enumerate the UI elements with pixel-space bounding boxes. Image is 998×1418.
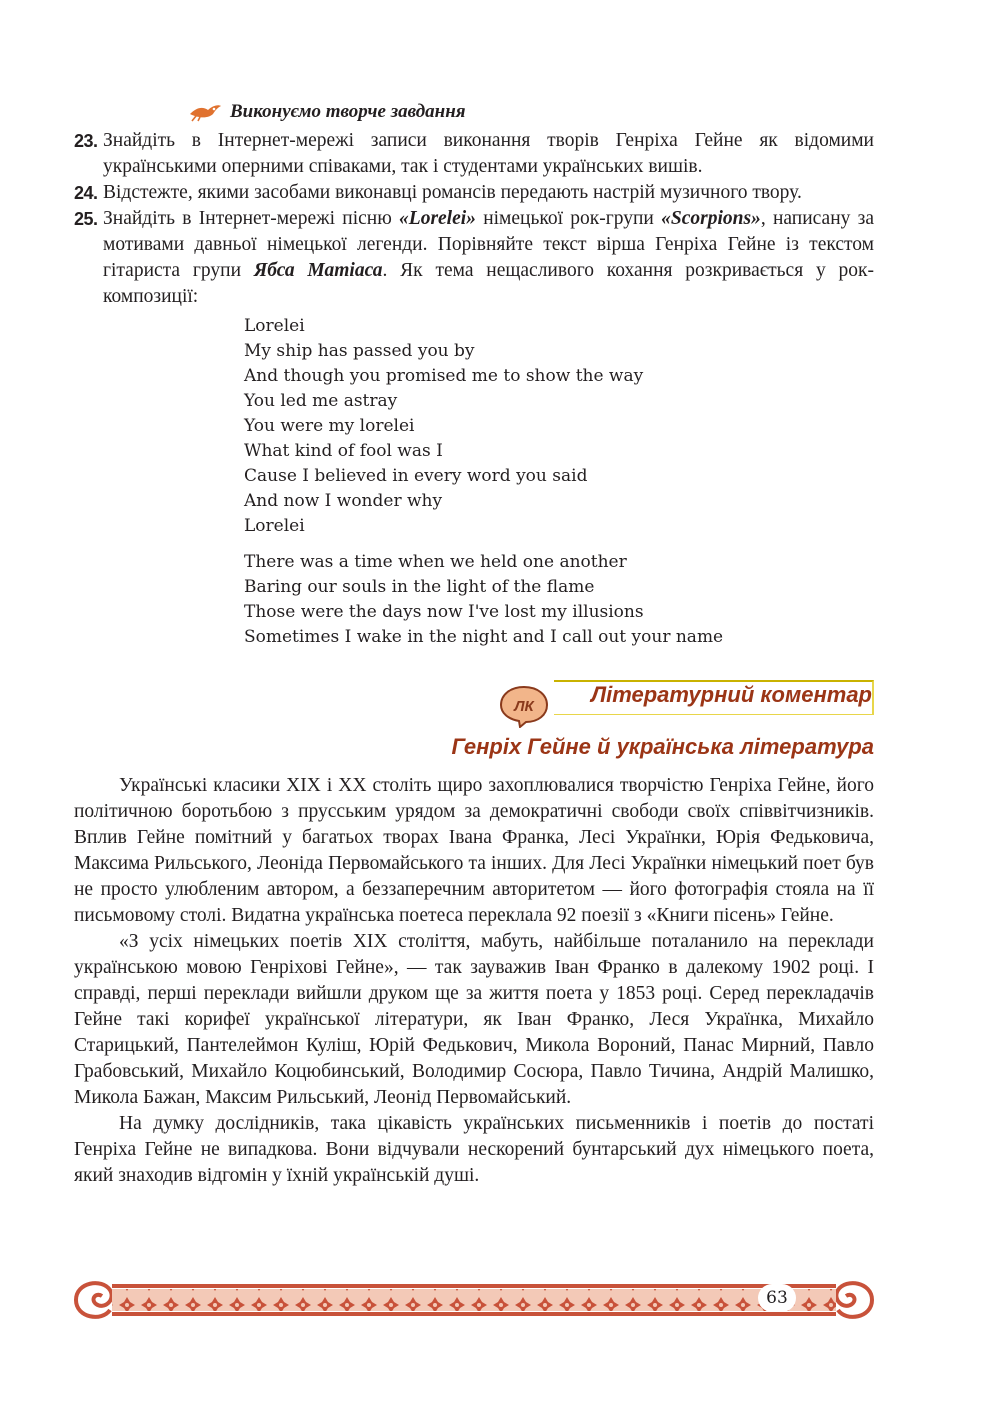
task-text-part: , написану за мотивами давньої німецької легенди. Порівняйте текст вірша Генріха Гейне із текстом гітариста групи bbox=[103, 208, 874, 281]
lyrics-stanza-2 bbox=[244, 550, 723, 650]
lyrics-stanza-1 bbox=[244, 314, 723, 539]
ornament-border bbox=[72, 1272, 876, 1328]
task-number: 24. bbox=[74, 183, 98, 203]
page-number: 63 bbox=[758, 1284, 796, 1312]
task-text bbox=[103, 206, 874, 310]
lyric-line: You were my lorelei bbox=[244, 416, 415, 436]
lyric-line: Lorelei bbox=[244, 516, 305, 536]
lyric-line: You led me astray bbox=[244, 391, 398, 411]
lyric-line: Those were the days now I've lost my illusions bbox=[244, 602, 644, 622]
task-number: 23. bbox=[74, 131, 98, 151]
song-title: «Lorelei» bbox=[399, 208, 476, 229]
lyric-line: And now I wonder why bbox=[244, 491, 443, 511]
paragraph: На думку дослідників, така цікавість українських письменників і поетів до постаті Генріха Гейне не випадкова. Вони відчували нескорений бунтарський дух німецького поета, який знаходив відгомін у їхній українській душі. bbox=[74, 1113, 874, 1186]
task-list bbox=[74, 128, 874, 310]
lk-badge-text: ЛК bbox=[514, 698, 534, 715]
creative-task-header bbox=[188, 101, 466, 123]
task-item bbox=[74, 128, 874, 180]
task-number: 25. bbox=[74, 209, 98, 229]
creative-task-title: Виконуємо творче завдання bbox=[230, 101, 466, 122]
lyric-line: And though you promised me to show the way bbox=[244, 366, 644, 386]
lyric-line: There was a time when we held one another bbox=[244, 552, 627, 572]
task-text-part: Знайдіть в Інтернет-мережі пісню bbox=[103, 208, 400, 229]
article-body bbox=[74, 773, 874, 1189]
task-text-part: . Як тема нещасливого кохання розкривається у рок-композиції: bbox=[103, 260, 874, 307]
lyric-line: Sometimes I wake in the night and I call out your name bbox=[244, 627, 724, 647]
lyric-line: My ship has passed you by bbox=[244, 341, 475, 361]
song-lyrics bbox=[244, 314, 723, 661]
lyric-line: Cause I believed in every word you said bbox=[244, 466, 588, 486]
band-name: «Scorpions» bbox=[661, 208, 761, 229]
task-text: Знайдіть в Інтернет-мережі записи виконання творів Генріха Гейне як відомими українськими оперними співаками, так і студентами українських вишів. bbox=[103, 130, 874, 177]
guitarist-name: Ябса Матіаса bbox=[253, 260, 383, 281]
task-text-part: німецької рок-групи bbox=[475, 208, 662, 229]
literary-comment-title: Літературний коментар bbox=[591, 682, 872, 707]
task-item bbox=[74, 206, 874, 310]
paragraph: «З усіх німецьких поетів XIX століття, мабуть, найбільше поталанило на переклади українською мовою Генріхові Гейне», — так зауважив Іван Франко в далекому 1902 році. І справді, перші переклади вийшли друком ще за життя поета у 1853 році. Серед перекладачів Гейне такі корифеї української літератури, як Іван Франко, Леся Українка, Михайло Старицький, Пантелеймон Куліш, Юрій Федькович, Микола Вороний, Панас Мирний, Павло Грабовський, Михайло Коцюбинський, Володимир Сосюра, Павло Тичина, Андрій Малишко, Микола Бажан, Максим Рильський, Леонід Первомайський. bbox=[74, 931, 874, 1108]
task-text: Відстежте, якими засобами виконавці романсів передають настрій музичного твору. bbox=[103, 182, 802, 203]
lyric-line: Lorelei bbox=[244, 316, 305, 336]
task-item bbox=[74, 180, 874, 206]
section-title: Генріх Гейне й українська література bbox=[451, 734, 874, 759]
literary-comment-header bbox=[498, 680, 874, 732]
paragraph: Українські класики XIX і XX століть щиро захоплювалися творчістю Генріха Гейне, його політичною боротьбою з прусським урядом за демократичні свободи своїх співвітчизників. Вплив Гейне помітний у багатьох творах Івана Франка, Лесі Українки, Юрія Федьковича, Максима Рильського, Леоніда Первомайського та інших. Для Лесі Українки німецький поет був не просто улюбленим автором, а беззаперечним авторитетом — його фотографія стояла на її письмовому столі. Видатна українська поетеса переклала 92 поезії з «Книги пісень» Гейне. bbox=[74, 775, 874, 926]
lyric-line: Baring our souls in the light of the flame bbox=[244, 577, 595, 597]
speech-bubble-icon bbox=[498, 684, 550, 728]
lyric-line: What kind of fool was I bbox=[244, 441, 443, 461]
bird-icon bbox=[188, 102, 222, 122]
